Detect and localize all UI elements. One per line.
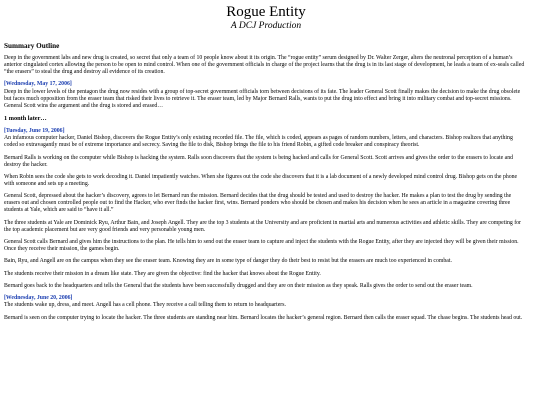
dated-entry-june-19 (4, 128, 528, 149)
date-may-17: [Wednesday, May 17, 2006] (4, 81, 72, 88)
dated-entry-june-20 (4, 295, 528, 309)
paragraph-scott-instructions: General Scott calls Bernard and gives him the instructions to the plan. He tells him to send out the eraser team to capture and inject the students with the Rogue Entity, after they are injected they will be given their mission. Once they receive their mission, the games begin. (4, 239, 519, 253)
document-title: Rogue Entity (226, 4, 306, 20)
paragraph-intro: Deep in the government labs and new drug is created, so secret that only a team of 10 people know about it its origin. The “rogue entity” serum designed by Dr. Walter Zerger, alters the neutronal perception of a human’s anterior cingulated cortex allowing the person to be open to mind control. When one of the government officials in charge of the project learns that the drug is in its last stage of development, he leads a team of ex-seals called “the erasers” to steal the drug and destroy all evidence of its creation. (4, 55, 525, 76)
paragraph-mission: The students receive their mission in a dream like state. They are given the objective: find the hacker that knows about the Rogue Entity. (4, 270, 321, 277)
paragraph-robin-code: When Robin sees the code she gets to work decoding it. Daniel impatiently watches. When she figures out the code she discovers that it is a lab document of a newly developed mind control drug. Bishop gets on the phone with someone and sets up a meeting. (4, 173, 518, 187)
date-june-20: [Wednesday, June 20, 2006] (4, 295, 73, 302)
paragraph-chase: Bernard is seen on the computer trying to locate the hacker. The three students are standing near him. Bernard locates the hacker’s general region. Bernard then calls the eraser squad. The chase begins. The students head out. (4, 314, 523, 321)
paragraph-yale-students: The three students at Yale are Dominick Ryu, Arthur Bain, and Joseph Angell. They are the top 3 students at the University and are proficient in martial arts and numerous activities and athletic skills. They are competing for the top academic placement but are very good friends and very personable young men. (4, 219, 521, 233)
paragraph-hacker: An infamous computer hacker, Daniel Bishop, discovers the Rogue Entity’s only existing recorded file. The file, which is coded, appears as pages of random numbers, letters, and characters. Bishop realizes that anything coded so extravagantly must be of extreme importance and secrecy. Saving the file to disk, Bishop brings the file to his friend Robin, a gifted code breaker and conspiracy theorist. (4, 135, 513, 149)
month-later-heading: 1 month later… (4, 115, 47, 123)
paragraph-campus: Bain, Ryu, and Angell are on the campus when they see the eraser team. Knowing they are in some type of danger they do their best to resist but the erasers are much too experienced in combat. (4, 258, 452, 265)
paragraph-headquarters: Bernard goes back to the headquarters and tells the General that the students have been successfully drugged and they are on their mission as they speak. Ralls gives the order to send out the eraser team. (4, 283, 473, 290)
summary-heading: Summary Outline (4, 42, 60, 50)
paragraph-pentagon: Deep in the lower levels of the pentagon the drug now resides with a group of top-secret government officials torn between decisions of its fate. The leader General Scott finally makes the decision to make the drug obsolete but faces much opposition from the eraser team that risked their lives to retrieve it. The eraser team, led by Major Bernard Ralls, wants to put the drug into effect and bring it into military combat and top-secret missions. General Scott wins the argument and the drug is stored and erased… (4, 88, 521, 109)
paragraph-wake-up: The students wake up, dress, and meet. Angell has a cell phone. They receive a call telling them to return to headquarters. (4, 302, 286, 309)
document-page (0, 4, 532, 322)
paragraph-ralls-computer: Bernard Ralls is working on the computer while Bishop is hacking the system. Ralls soon discovers that the system is being hacked and calls for General Scott. Scott arrives and gives the order to the erasers to locate and destroy the hacker. (4, 154, 514, 168)
document-subtitle: A DCJ Production (230, 21, 302, 31)
dated-entry-may-17 (4, 81, 528, 109)
date-june-19: [Tuesday, June 19, 2006] (4, 128, 65, 135)
paragraph-scott-plan: General Scott, depressed about the hacker’s discovery, agrees to let Bernard run the mission. Bernard decides that the drug should be tested and used to destroy the hacker. He makes a plan to test the drug by sending the erasers out and chosen controlled people out to find the Hacker, who ever finds the hacker first, wins. Bernard ponders who should be chosen and makes his decision when he sees an article in a magazine covering three students at Yale, which are said to “have it all.” (4, 193, 512, 214)
